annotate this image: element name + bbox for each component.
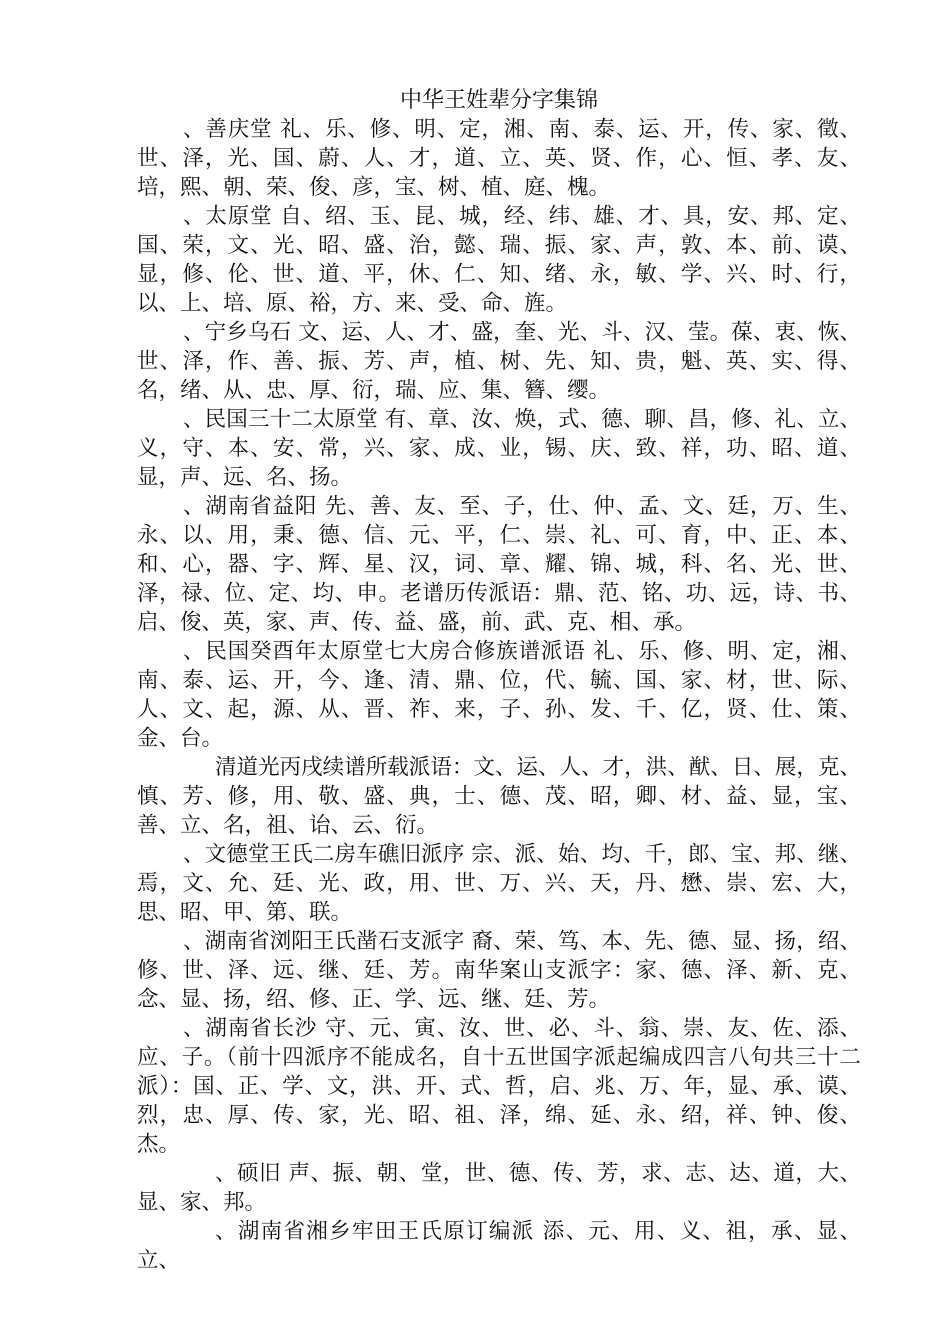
document-title: 中华王姓辈分字集锦	[399, 88, 598, 113]
genealogy-entry: 、湖南省长沙 守、元、寅、汝、世、必、斗、翁、崇、友、佐、添、应、子。（前十四派序不能成名，自十五世国字派起编成四言八句共三十二派）：国、正、学、文，洪、开、式、哲，启、兆、万、年，显、承、谟、烈，忠、厚、传、家，光、昭、祖、泽，绵、延、永、绍，祥、钟、俊、杰。	[137, 1016, 861, 1157]
genealogy-entry: 、湖南省浏阳王氏凿石支派字 裔、荣、笃、本、先、德、显、扬，绍、修、世、泽、远、继、廷、芳。南华案山支派字：家、德、泽、新、克、念、显、扬，绍、修、正、学、远、继、廷、芳。	[137, 929, 861, 1012]
genealogy-entry: 、民国三十二太原堂 有、章、汝、焕，式、德、聊、昌，修、礼、立、义，守、本、安、常，兴、家、成、业，锡、庆、致、祥，功、昭、道、显，声、远、名、扬。	[137, 407, 861, 490]
genealogy-entry: 、宁乡乌石 文、运、人、才、盛，奎、光、斗、汉、莹。葆、衷、恢、世、泽，作、善、振、芳、声，植、树、先、知、贵，魁、英、实、得、名，绪、从、忠、厚、衍，瑞、应、集、簪、缨。	[137, 320, 861, 403]
genealogy-entry: 、太原堂 自、绍、玉、昆、城，经、纬、雄、才、具，安、邦、定、国、荣，文、光、昭、盛、治，懿、瑞、振、家、声，敦、本、前、谟、显，修、伦、世、道、平，休、仁、知、绪、永，敏、学、兴、时、行，以、上、培、原、裕，方、来、受、命、旌。	[137, 204, 861, 316]
genealogy-entry: 、民国癸酉年太原堂七大房合修族谱派语 礼、乐、修、明、定，湘、南、泰、运、开，今、逢、清、鼎、位，代、毓、国、家、材，世、际、人、文、起，源、从、晋、祚、来，子、孙、发、千、亿，贤、仕、策、金、台。	[137, 639, 861, 751]
genealogy-entry: 、善庆堂 礼、乐、修、明、定，湘、南、泰、运、开，传、家、徵、世、泽，光、国、蔚、人、才，道、立、英、贤、作，心、恒、孝、友、培，熙、朝、荣、俊、彦，宝、树、植、庭、槐。	[137, 117, 861, 200]
genealogy-entry: 、硕旧 声、振、朝、堂，世、德、传、芳，求、志、达、道，大、显、家、邦。	[137, 1161, 861, 1215]
genealogy-entry: 清道光丙戌续谱所载派语：文、运、人、才，洪、猷、日、展，克、慎、芳、修，用、敬、盛、典，士、德、茂、昭，卿、材、益、显，宝、善、立、名，祖、诒、云、衍。	[137, 755, 861, 838]
genealogy-entry: 、湖南省益阳 先、善、友、至、子，仕、仲、孟、文、廷，万、生、永、以、用，秉、德、信、元、平，仁、崇、礼、可、育，中、正、本、和、心，器、字、辉、星、汉，词、章、耀、锦、城，科、名、光、世、泽，禄、位、定、均、申。老谱历传派语：鼎、范、铭、功、远，诗、书、启、俊、英，家、声、传、益、盛，前、武、克、相、承。	[137, 494, 861, 635]
genealogy-entry: 、湖南省湘乡牢田王氏原订编派 添、元、用、义、祖，承、显、立、	[137, 1219, 861, 1273]
document-page	[137, 86, 861, 1275]
genealogy-entry: 、文德堂王氏二房车礁旧派序 宗、派、始、均、千，郎、宝、邦、继、焉，文、允、廷、光、政，用、世、万、兴、天，丹、懋、崇、宏、大，思、昭、甲、第、联。	[137, 842, 861, 925]
